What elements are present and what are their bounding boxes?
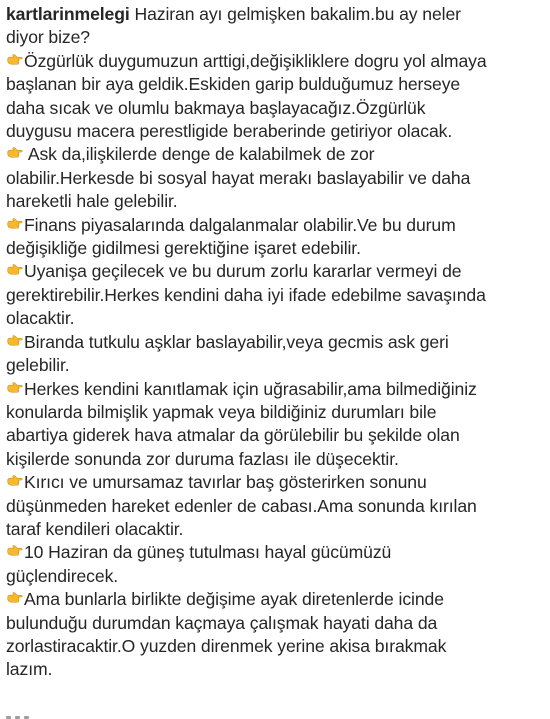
caption-line: düşünmeden hareket edenler de cabası.Ama sonunda kırılan (6, 495, 477, 516)
caption-line: Özgürlük duygumuzun arttigi,değişikliklere dogru yol almaya (6, 50, 544, 73)
caption-line: gelebilir. (6, 355, 70, 376)
backhand-index-pointing-right-icon (6, 380, 23, 397)
backhand-index-pointing-right-icon (6, 145, 23, 162)
backhand-index-pointing-right-icon (6, 262, 23, 279)
caption-line: daha sıcak ve olumlu bakmaya başlayacağız.Özgürlük (6, 97, 426, 118)
caption-line: Uyanişa geçilecek ve bu durum zorlu kararlar vermeyi de (6, 260, 544, 283)
caption-line: Kırıcı ve umursamaz tavırlar baş gösterirken sonunu (6, 471, 544, 494)
caption-line: olabilir.Herkesde bi sosyal hayat merakı baslayabilir ve daha (6, 167, 471, 188)
caption-line: değişikliğe gidilmesi gerektiğine işaret edebilir. (6, 238, 361, 259)
caption-line: diyor bize? (6, 27, 90, 48)
caption-line: başlanan bir aya geldik.Eskiden garip bulduğumuz herseye (6, 74, 461, 95)
caption-line: kartlarinmelegi Haziran ayı gelmişken bakalim.bu ay neler (6, 4, 461, 24)
backhand-index-pointing-right-icon (6, 590, 23, 607)
backhand-index-pointing-right-icon (6, 543, 23, 560)
caption-line: lazım. (6, 659, 53, 680)
caption-line: Finans piyasalarında dalgalanmalar olabilir.Ve bu durum (6, 214, 544, 237)
caption-line: Ask da,ilişkilerde denge de kalabilmek de zor (6, 143, 544, 166)
caption-line: kişilerde sonunda zor duruma fazlası ile düşecektir. (6, 448, 399, 469)
caption-line: zorlastiracaktir.O yuzden direnmek yerine akisa bırakmak (6, 635, 447, 656)
backhand-index-pointing-right-icon (6, 473, 23, 490)
caption-line: Biranda tutkulu aşklar baslayabilir,veya gecmis ask geri (6, 331, 544, 354)
caption-line: Ama bunlarla birlikte değişime ayak diretenlerde icinde (6, 588, 544, 611)
caption-line: Herkes kendini kanıtlamak için uğrasabilir,ama bilmediğiniz (6, 378, 544, 401)
caption-line: gerektirebilir.Herkes kendini daha iyi ifade edebilme savaşında (6, 284, 486, 305)
caption-line: duygusu macera perestligide beraberinde getiriyor olacak. (6, 121, 453, 142)
backhand-index-pointing-right-icon (6, 216, 23, 233)
backhand-index-pointing-right-icon (6, 52, 23, 69)
caption-line: güçlendirecek. (6, 565, 119, 586)
caption-line: abartiya giderek hava atmalar da görülebilir bu şekilde olan (6, 425, 460, 446)
backhand-index-pointing-right-icon (6, 333, 23, 350)
caption-line: bulunduğu durumdan kaçmaya çalışmak hayati daha da (6, 612, 438, 633)
caption-line: konularda bilmişlik yapmak veya bildiğiniz durumları bile (6, 401, 437, 422)
caption-line: hareketli hale gelebilir. (6, 191, 178, 212)
cut-off-next-line (0, 712, 550, 719)
caption-line: olacaktir. (6, 308, 75, 329)
post-username[interactable]: kartlarinmelegi (6, 4, 130, 24)
post-caption (6, 3, 544, 682)
caption-line: 10 Haziran da güneş tutulması hayal gücümüzü (6, 541, 544, 564)
caption-line: taraf kendileri olacaktir. (6, 518, 184, 539)
